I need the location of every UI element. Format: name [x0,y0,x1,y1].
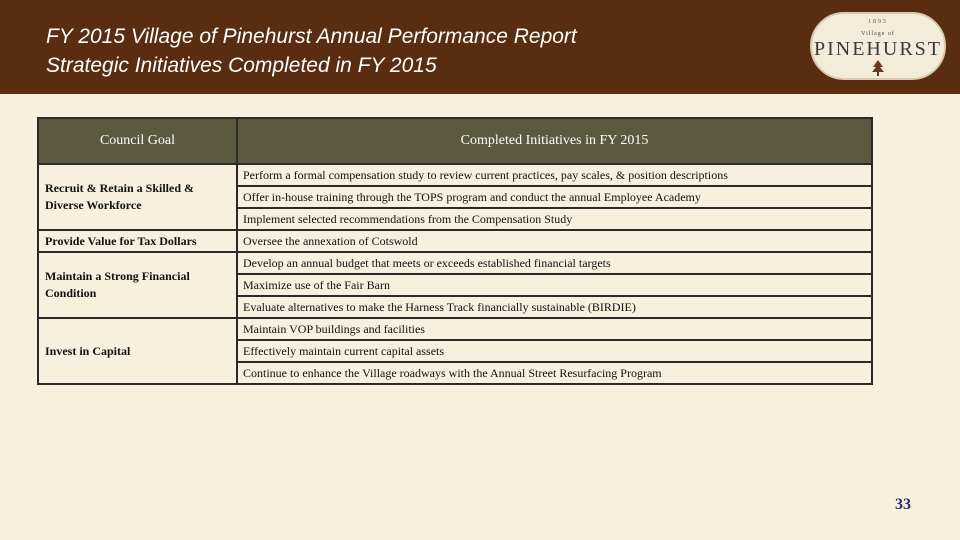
table-row [38,252,872,274]
initiative-cell: Offer in-house training through the TOPS program and conduct the annual Employee Academy [237,186,872,208]
initiative-cell: Oversee the annexation of Cotswold [237,230,872,252]
initiatives-table [37,117,873,385]
column-header-initiatives: Completed Initiatives in FY 2015 [237,118,872,164]
initiative-cell: Maintain VOP buildings and facilities [237,318,872,340]
goal-capital: Invest in Capital [38,318,237,384]
title-line-2: Strategic Initiatives Completed in FY 2015 [46,54,437,77]
page-number: 33 [895,496,911,513]
pinehurst-logo [810,12,946,80]
initiative-cell: Perform a formal compensation study to review current practices, pay scales, & position descriptions [237,164,872,186]
initiative-cell: Evaluate alternatives to make the Harness Track financially sustainable (BIRDIE) [237,296,872,318]
goal-tax-value: Provide Value for Tax Dollars [38,230,237,252]
initiative-cell: Effectively maintain current capital assets [237,340,872,362]
initiative-cell: Continue to enhance the Village roadways with the Annual Street Resurfacing Program [237,362,872,384]
initiative-cell: Implement selected recommendations from the Compensation Study [237,208,872,230]
table-row [38,164,872,186]
page-title [46,22,577,80]
logo-name: PINEHURST [813,38,942,60]
pine-tree-icon [871,60,885,76]
logo-year: 1895 [868,19,888,25]
logo-small-text: Village of [861,31,895,37]
initiative-cell: Maximize use of the Fair Barn [237,274,872,296]
initiative-cell: Develop an annual budget that meets or exceeds established financial targets [237,252,872,274]
title-line-1: FY 2015 Village of Pinehurst Annual Performance Report [46,25,577,48]
goal-workforce: Recruit & Retain a Skilled & Diverse Workforce [38,164,237,230]
table-header-row [38,118,872,164]
header-bar [0,0,960,94]
goal-financial: Maintain a Strong Financial Condition [38,252,237,318]
column-header-council-goal: Council Goal [38,118,237,164]
table-row [38,230,872,252]
table-row [38,318,872,340]
